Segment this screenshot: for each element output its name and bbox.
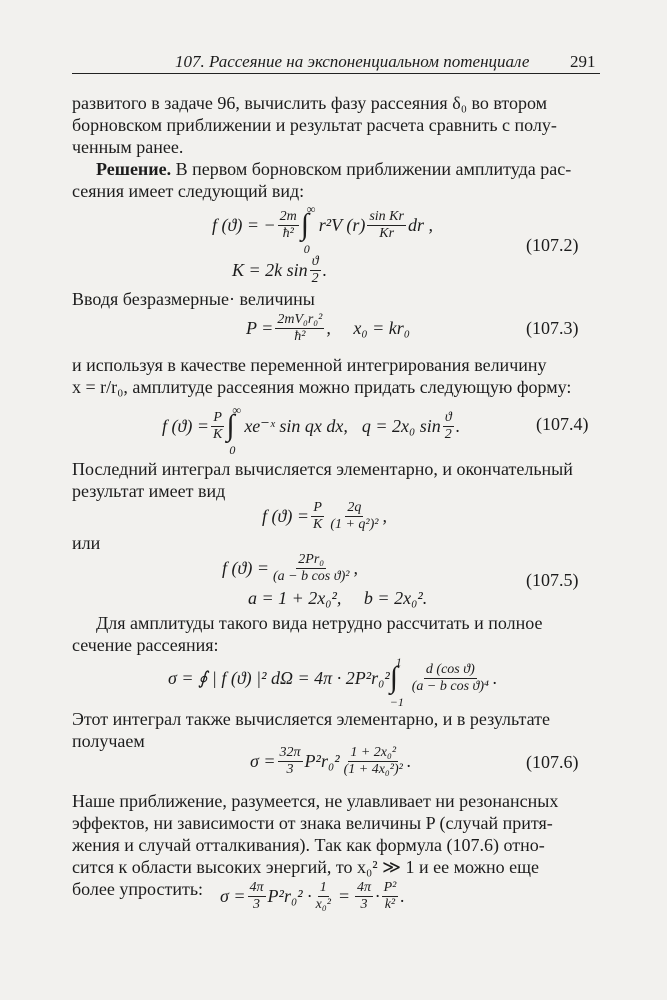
frac-den: (1 + 4x₀²)² [343,761,403,777]
text-line: Вводя безразмерные· величины [72,289,315,309]
fraction [314,880,333,913]
text-line: сеяния имеет следующий вид: [72,181,305,201]
frac-den: Kr [379,225,395,241]
frac-num: 4π [357,879,372,895]
text-line: x = r/r₀, амплитуде рассеяния можно придать следующую форму: [72,377,572,397]
eq-text: f (ϑ) = [222,557,269,578]
frac-den: 2 [444,426,452,442]
equation-107-6 [250,740,411,782]
equation-107-2-line2 [232,253,327,287]
frac-den: k² [384,896,396,912]
text-line: результат имеет вид [72,481,226,501]
fraction [342,745,405,778]
frac-num: 2m [279,208,297,224]
eq-text: σ = [250,750,276,771]
frac-den: x₀² [315,896,331,912]
text-line: Последний интеграл вычисляется элементарно, и окончательный [72,459,573,479]
frac-num: P² [383,879,397,895]
eq-text: , [353,557,358,578]
integral-sign: ∫ 1 −1 [389,655,404,709]
frac-den: (1 + q²)² [330,516,379,532]
frac-num: 2Pr₀ [298,551,325,567]
header-rule [72,73,600,74]
eq-text: . [455,415,461,436]
eq-text: q = 2x₀ sin [361,415,441,436]
frac-num: 32π [279,744,301,760]
solution-label: Решение. [96,159,172,179]
frac-num: P [213,409,222,425]
int-lower: 0 [229,443,236,457]
fraction [410,662,491,695]
eq-text: , x₀ = kr₀ [326,317,411,338]
frac-den: K [212,426,223,442]
frac-num: d (cos ϑ) [425,661,475,677]
frac-den: K [312,516,323,532]
frac-den: 3 [360,896,368,912]
frac-den: (a − b cos ϑ)² [272,568,350,584]
eq-text: σ = ∮ | f (ϑ) |² dΩ = 4π · 2P²r₀² [168,667,390,688]
frac-num: 1 + 2x₀² [350,744,397,760]
frac-den: ħ² [294,328,306,344]
equation-f-intermediate [262,496,387,536]
frac-den: 2 [311,270,319,286]
eq-text: f (ϑ) = [162,415,209,436]
text-line: сечение рассеяния: [72,635,219,655]
eq-text: · [375,885,380,906]
frac-num: 1 [319,879,327,895]
solution-line [96,158,571,180]
text-line: развитого в задаче 96, вычислить фазу рассеяния δ₀ во втором [72,93,548,113]
fraction [211,410,224,443]
equation-label: (107.3) [526,318,579,338]
text-line: Этот интеграл также вычисляется элементарно, и в результате [72,709,551,729]
eq-text: P²r₀² · [267,885,312,906]
eq-text: P²r₀² [304,750,340,771]
fraction [367,209,406,242]
int-lower: 0 [303,242,310,256]
int-upper: ∞ [232,403,241,417]
equation-final-sigma [220,874,405,918]
fraction [248,880,266,913]
fraction [278,745,303,778]
text-line: жения и случай отталкивания). Так как формула (107.6) отно- [72,835,545,855]
text-line: борновском приближении и результат расчета сравнить с полу- [72,115,557,135]
eq-text: dr , [407,214,433,235]
equation-label: (107.5) [526,570,579,590]
eq-text: . [492,667,498,688]
eq-text: . [400,885,405,906]
integral-sign: ∫ ∞ 0 [226,403,241,457]
eq-text: f (ϑ) = − [212,214,276,235]
fraction [271,552,352,585]
equation-107-5-line1 [222,548,358,588]
eq-text: xe⁻ˣ sin qx dx, [244,415,348,436]
equation-107-5-line2: a = 1 + 2x₀², b = 2x₀². [248,588,428,608]
eq-text: K = 2k sin [232,259,308,280]
int-upper: ∞ [306,202,316,216]
text-line: и используя в качестве переменной интегрирования величину [72,355,547,375]
text-line: более упростить: [72,879,204,899]
equation-cross-section-integral [168,655,498,709]
frac-den: ħ² [282,225,294,241]
fraction [328,500,380,533]
eq-text: f (ϑ) = [262,505,309,526]
eq-text: . [322,259,328,280]
equation-107-4 [162,403,461,457]
frac-num: 2q [347,499,362,515]
eq-text: r²V (r) [318,214,366,235]
fraction [355,880,373,913]
fraction [382,880,399,913]
fraction [310,254,321,287]
text-line: эффектов, ни зависимости от знака величины P (случай притя- [72,813,553,833]
frac-num: 4π [249,879,264,895]
eq-text: σ = [220,885,246,906]
integral-sign: ∫ ∞ 0 [300,202,316,256]
frac-num: ϑ [311,253,319,269]
int-lower: −1 [389,695,404,709]
text-line: или [72,533,101,553]
frac-den: 3 [253,896,261,912]
eq-text: = [337,885,351,906]
int-upper: 1 [395,655,402,669]
frac-den: 3 [286,761,294,777]
text-line: Наше приближение, разумеется, не улавливает ни резонансных [72,791,559,811]
frac-num: 2mV₀r₀² [277,311,323,327]
frac-den: (a − b cos ϑ)⁴ [411,678,489,694]
page-number: 291 [570,52,596,71]
fraction [278,209,299,242]
frac-num: sin Kr [369,208,404,224]
fraction [443,410,454,443]
frac-num: P [313,499,322,515]
text-line: сится к области высоких энергий, то x₀² ≫ 1 и ее можно еще [72,857,539,877]
eq-text: . [406,750,412,771]
equation-label: (107.4) [536,414,589,434]
equation-107-3 [246,308,410,348]
text-line: Для амплитуды такого вида нетрудно рассчитать и полное [96,613,543,633]
fraction [311,500,324,533]
equation-label: (107.2) [526,235,579,255]
eq-text: P = [246,317,274,338]
text-line: ченным ранее. [72,137,184,157]
equation-label: (107.6) [526,752,579,772]
fraction [275,312,324,345]
equation-107-2-line1 [212,202,433,256]
text-span: В первом борновском приближении амплитуда рас- [171,159,572,179]
text-line: получаем [72,731,145,751]
eq-text: , [382,505,387,526]
running-header-title: 107. Рассеяние на экспоненциальном потенциале [175,52,530,71]
frac-num: ϑ [444,409,452,425]
